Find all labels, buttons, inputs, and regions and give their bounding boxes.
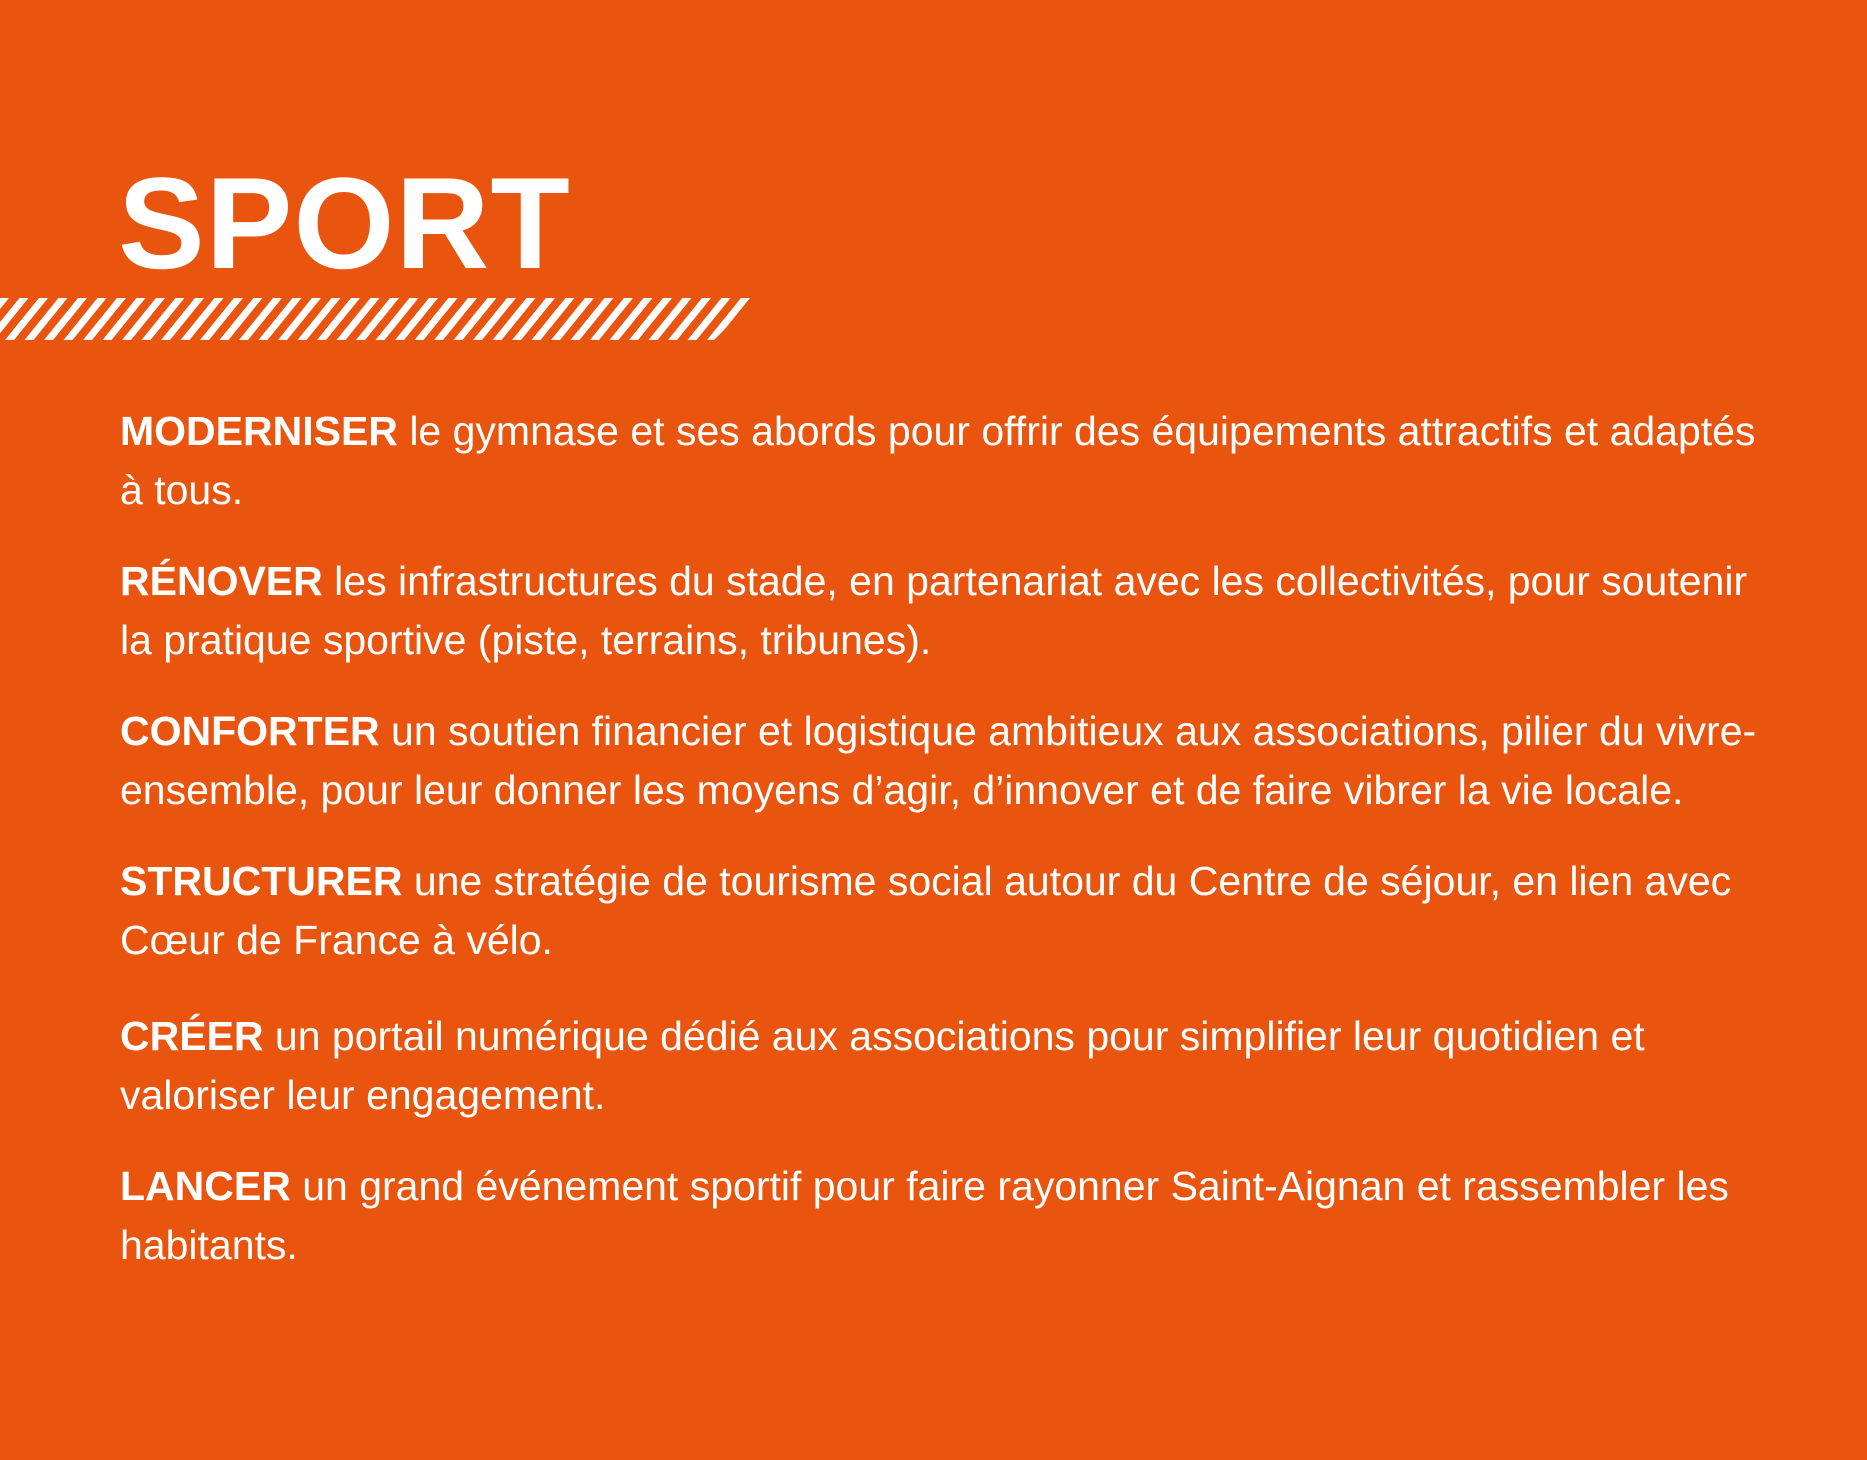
list-item: [120, 402, 1780, 520]
item-keyword: RÉNOVER: [120, 558, 323, 604]
list-item: [120, 1007, 1780, 1125]
page-title: SPORT: [118, 150, 571, 296]
list-item: [120, 852, 1780, 970]
item-keyword: CRÉER: [120, 1013, 264, 1059]
action-list: [120, 402, 1780, 1275]
item-text: un soutien financier et logistique ambitieux aux associations, pilier du vivre-ensemble, pour leur donner les moyens d’agir, d’innover et de faire vibrer la vie locale.: [120, 708, 1757, 813]
stripe: [746, 298, 756, 340]
item-keyword: CONFORTER: [120, 708, 380, 754]
item-text: une stratégie de tourisme social autour du Centre de séjour, en lien avec Cœur de France à vélo.: [120, 858, 1732, 963]
item-text: un portail numérique dédié aux associations pour simplifier leur quotidien et valoriser leur engagement.: [120, 1013, 1645, 1118]
list-item: [120, 1157, 1780, 1275]
item-text: le gymnase et ses abords pour offrir des équipements attractifs et adaptés à tous.: [120, 408, 1756, 513]
item-keyword: LANCER: [120, 1163, 291, 1209]
item-keyword: STRUCTURER: [120, 858, 403, 904]
item-keyword: MODERNISER: [120, 408, 398, 454]
list-item: [120, 702, 1780, 820]
list-item: [120, 552, 1780, 670]
item-text: les infrastructures du stade, en partenariat avec les collectivités, pour soutenir la pratique sportive (piste, terrains, tribunes).: [120, 558, 1748, 663]
hatched-stripe-divider: [0, 298, 756, 340]
item-text: un grand événement sportif pour faire rayonner Saint-Aignan et rassembler les habitants.: [120, 1163, 1729, 1268]
